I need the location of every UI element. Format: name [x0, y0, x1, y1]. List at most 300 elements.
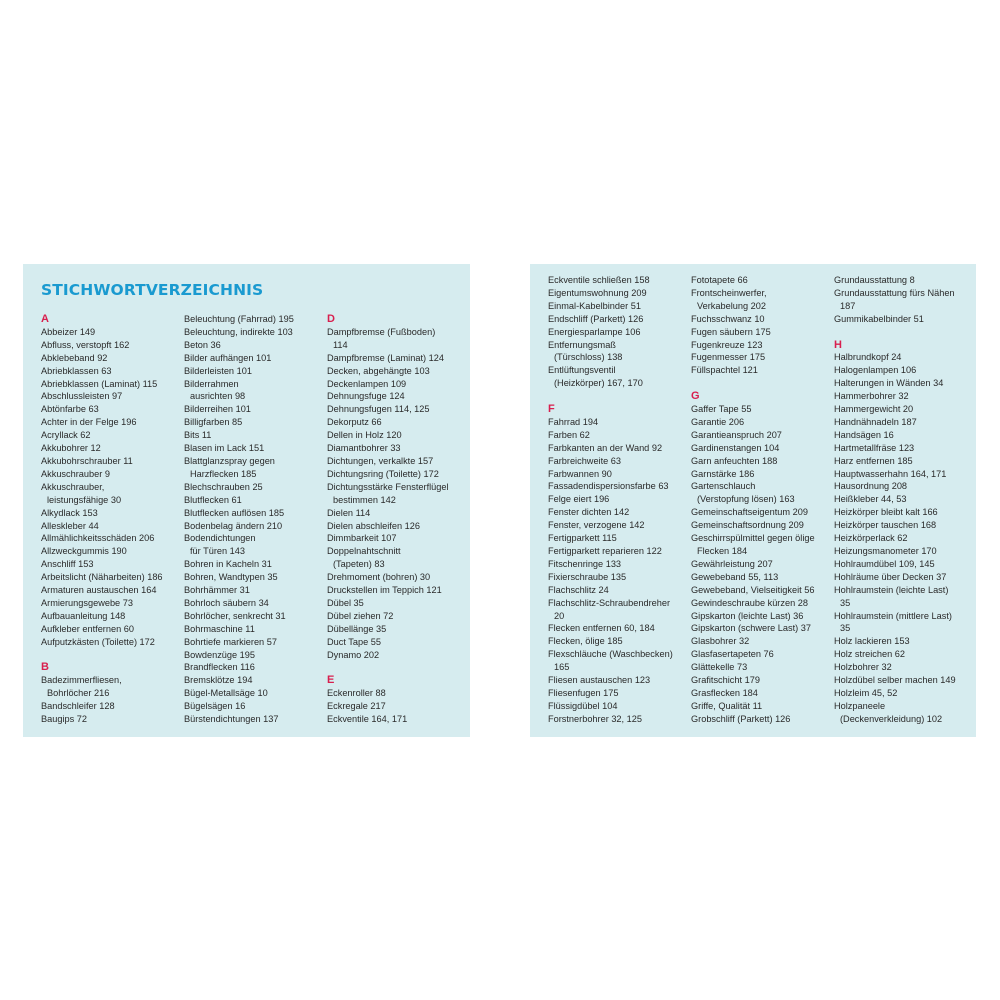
index-entry: [327, 378, 465, 391]
index-entry: [327, 649, 465, 662]
index-entry: [184, 636, 322, 649]
index-column: [41, 313, 179, 726]
index-entry-text: Flexschläuche (Waschbecken): [548, 649, 673, 660]
index-entry: [691, 622, 829, 635]
index-entry-text: Harz entfernen 185: [834, 455, 913, 466]
index-entry: [548, 300, 686, 313]
index-entry: [327, 545, 465, 571]
index-entry-text: Glasbohrer 32: [691, 636, 750, 647]
section-gap: [41, 649, 179, 662]
index-entry-text: Garantie 206: [691, 416, 745, 427]
index-entry-text: Druckstellen im Teppich 121: [327, 585, 442, 596]
index-entry: [184, 700, 322, 713]
index-entry-text: Forstnerbohrer 32, 125: [548, 713, 642, 724]
section-letter: B: [41, 661, 49, 674]
index-entry-continuation: 20: [554, 610, 565, 621]
index-entry-text: Dielen 114: [327, 507, 371, 518]
index-entry: [834, 571, 972, 584]
index-entry: [327, 636, 465, 649]
index-entry: [691, 339, 829, 352]
section-letter: A: [41, 313, 49, 325]
index-entry: [184, 416, 322, 429]
index-column: [327, 313, 465, 726]
index-entry-continuation: 35: [840, 597, 851, 608]
index-entry: [41, 455, 179, 468]
index-entry: [41, 326, 179, 339]
index-entry-text: Gipskarton (leichte Last) 36: [691, 610, 804, 621]
index-entry-text: Flachschlitz-Schraubendreher: [548, 597, 671, 608]
section-gap: [691, 377, 829, 390]
index-entry-text: Beton 36: [184, 339, 221, 350]
index-entry: [41, 390, 179, 403]
index-entry: [834, 364, 972, 377]
index-entry: [834, 313, 972, 326]
index-entry: [548, 313, 686, 326]
index-entry-text: Bandschleifer 128: [41, 701, 115, 712]
index-entry: [548, 326, 686, 339]
index-entry-text: Frontscheinwerfer,: [691, 287, 767, 298]
index-entry-text: Acryllack 62: [41, 430, 91, 441]
index-entry: [691, 532, 829, 558]
index-entry-text: Diamantbohrer 33: [327, 443, 401, 454]
index-entry-text: Billigfarben 85: [184, 417, 243, 428]
index-entry: [691, 610, 829, 623]
index-column: [184, 313, 322, 726]
index-entry: [691, 351, 829, 364]
index-entry: [691, 597, 829, 610]
index-entry: [548, 687, 686, 700]
index-entry: [41, 623, 179, 636]
index-entry-text: Flecken, ölige 185: [548, 636, 623, 647]
index-entry: [834, 558, 972, 571]
index-entry-continuation: (Türschloss) 138: [554, 352, 623, 363]
index-entry: [691, 506, 829, 519]
index-entry-text: Achter in der Felge 196: [41, 417, 137, 428]
index-entry-text: Anschliff 153: [41, 559, 94, 570]
index-entry: [548, 597, 686, 623]
index-entry: [184, 610, 322, 623]
index-entry-text: Endschliff (Parkett) 126: [548, 313, 644, 324]
index-entry-text: Fassadendispersionsfarbe 63: [548, 481, 669, 492]
index-entry: [834, 390, 972, 403]
index-entry-continuation: 187: [840, 300, 856, 311]
index-entry: [41, 713, 179, 726]
index-entry-text: Eckventile schließen 158: [548, 275, 650, 285]
index-entry-text: Hausordnung 208: [834, 481, 908, 492]
index-entry-text: Bodendichtungen: [184, 533, 256, 544]
index-entry-text: Fenster, verzogene 142: [548, 520, 645, 531]
index-entry: [834, 674, 972, 687]
index-entry-text: Dichtungsring (Toilette) 172: [327, 468, 439, 479]
index-entry-text: Dielen abschleifen 126: [327, 520, 420, 531]
index-entry: [184, 326, 322, 339]
index-entry-text: Decken, abgehängte 103: [327, 365, 430, 376]
index-entry-text: Farbwannen 90: [548, 468, 612, 479]
index-entry: [184, 713, 322, 726]
index-entry: [548, 468, 686, 481]
index-entry: [41, 365, 179, 378]
index-entry-text: Akkubohrer 12: [41, 443, 101, 454]
index-entry-text: Brandflecken 116: [184, 662, 255, 673]
index-entry-text: Griffe, Qualität 11: [691, 700, 763, 711]
index-entry: [548, 416, 686, 429]
index-entry-text: Dynamo 202: [327, 649, 380, 660]
index-entry: [184, 365, 322, 378]
index-entry-text: Handnähnadeln 187: [834, 416, 917, 427]
index-entry-text: Alleskleber 44: [41, 520, 99, 531]
index-entry: [41, 520, 179, 533]
index-entry-text: Heizkörperlack 62: [834, 533, 908, 544]
index-entry: [548, 545, 686, 558]
index-entry: [41, 507, 179, 520]
index-entry: [834, 687, 972, 700]
index-entry: [327, 584, 465, 597]
index-entry: [834, 584, 972, 610]
index-entry: [41, 481, 179, 507]
index-entry-text: Bügelsägen 16: [184, 701, 246, 712]
section-letter: F: [548, 403, 555, 416]
index-entry: [548, 635, 686, 648]
index-entry: [41, 700, 179, 713]
index-entry: [327, 442, 465, 455]
index-entry: [691, 687, 829, 700]
index-entry: [184, 520, 322, 533]
index-entry-text: Gardinenstangen 104: [691, 442, 780, 453]
index-entry-text: Flecken entfernen 60, 184: [548, 623, 655, 634]
index-entry-text: Akkuschrauber,: [41, 481, 105, 492]
index-entry: [548, 584, 686, 597]
index-entry: [834, 519, 972, 532]
index-entry: [327, 468, 465, 481]
index-entry-text: Blutflecken auflösen 185: [184, 507, 285, 518]
index-entry-text: Heizkörper bleibt kalt 166: [834, 507, 938, 518]
index-entry: [834, 480, 972, 493]
index-entry: [834, 429, 972, 442]
index-entry-text: Gipskarton (schwere Last) 37: [691, 623, 811, 634]
index-entry: [548, 700, 686, 713]
index-entry-text: Fliesenfugen 175: [548, 687, 619, 698]
index-entry-text: Gewährleistung 207: [691, 558, 773, 569]
index-entry: [548, 493, 686, 506]
index-entry: [184, 558, 322, 571]
index-entry-text: Fitschenringe 133: [548, 558, 622, 569]
index-entry-text: Flachschlitz 24: [548, 584, 609, 595]
index-entry: [691, 429, 829, 442]
index-entry: [184, 584, 322, 597]
index-entry-text: Entfernungsmaß: [548, 339, 616, 350]
index-entry: [548, 674, 686, 687]
index-entry: [184, 532, 322, 558]
index-entry-text: Dampfbremse (Laminat) 124: [327, 352, 444, 363]
index-entry-text: Abriebklassen (Laminat) 115: [41, 378, 158, 389]
index-entry-text: Heizungsmanometer 170: [834, 546, 937, 557]
index-entry: [548, 622, 686, 635]
index-entry-continuation: (Deckenverkleidung) 102: [840, 713, 943, 724]
index-entry-text: Geschirrspülmittel gegen ölige: [691, 533, 815, 544]
index-entry: [691, 558, 829, 571]
index-entry: [184, 597, 322, 610]
index-entry-continuation: Verkabelung 202: [697, 300, 766, 311]
index-entry: [691, 403, 829, 416]
index-entry-text: Beleuchtung (Fahrrad) 195: [184, 314, 294, 324]
index-entry-text: Blutflecken 61: [184, 494, 242, 505]
index-entry-continuation: ausrichten 98: [190, 391, 246, 402]
index-entry-text: Glasfasertapeten 76: [691, 649, 774, 660]
index-entry: [184, 403, 322, 416]
index-entry: [41, 636, 179, 649]
index-entry: [691, 635, 829, 648]
index-entry: [834, 377, 972, 390]
index-entry-continuation: Bohrlöcher 216: [47, 688, 110, 699]
index-entry-text: Heißkleber 44, 53: [834, 494, 907, 505]
section-gap: [327, 661, 465, 674]
index-entry-text: Bohren in Kacheln 31: [184, 559, 272, 570]
index-column: [691, 274, 829, 726]
index-entry: [548, 713, 686, 726]
index-entry-text: Deckenlampen 109: [327, 378, 407, 389]
index-entry-text: Fertigparkett reparieren 122: [548, 546, 662, 557]
index-entry: [691, 713, 829, 726]
index-entry: [548, 429, 686, 442]
index-entry-text: Dichtungen, verkalkte 157: [327, 455, 434, 466]
index-entry: [834, 506, 972, 519]
index-entry-text: Doppelnahtschnitt: [327, 546, 401, 557]
index-entry: [41, 403, 179, 416]
index-entry: [834, 661, 972, 674]
index-entry: [691, 480, 829, 506]
section-letter: G: [691, 390, 700, 403]
index-entry-text: Eckventile 164, 171: [327, 714, 408, 725]
index-entry: [834, 468, 972, 481]
section-letter: D: [327, 313, 335, 325]
index-entry: [184, 378, 322, 404]
index-entry-continuation: für Türen 143: [190, 546, 245, 557]
index-entry: [327, 390, 465, 403]
index-entry: [548, 506, 686, 519]
index-entry-text: Bürstendichtungen 137: [184, 714, 279, 725]
index-entry: [41, 584, 179, 597]
index-entry: [834, 648, 972, 661]
index-entry-text: Halogenlampen 106: [834, 365, 917, 376]
index-entry: [184, 339, 322, 352]
index-entry: [327, 507, 465, 520]
index-entry-text: Bügel-Metallsäge 10: [184, 688, 268, 699]
index-entry-continuation: (Tapeten) 83: [333, 559, 385, 570]
index-entry-continuation: (Heizkörper) 167, 170: [554, 378, 643, 389]
index-entry: [184, 571, 322, 584]
index-entry-text: Energiesparlampe 106: [548, 326, 641, 337]
index-entry-text: Allzweckgummis 190: [41, 546, 127, 557]
index-entry-text: Abfluss, verstopft 162: [41, 339, 130, 350]
index-entry-text: Abschlussleisten 97: [41, 391, 123, 402]
index-entry-text: Baugips 72: [41, 714, 87, 725]
index-entry: [548, 287, 686, 300]
index-entry: [834, 416, 972, 429]
index-entry: [327, 429, 465, 442]
index-entry-text: Akkubohrschrauber 11: [41, 455, 133, 466]
index-entry-text: Bilderleisten 101: [184, 365, 252, 376]
index-entry: [691, 455, 829, 468]
index-entry-text: Abbeizer 149: [41, 326, 96, 337]
index-entry: [691, 287, 829, 313]
index-entry-text: Halbrundkopf 24: [834, 352, 902, 363]
index-entry-text: Armaturen austauschen 164: [41, 585, 157, 596]
index-entry: [548, 480, 686, 493]
index-entry: [834, 635, 972, 648]
index-entry: [548, 519, 686, 532]
index-entry-continuation: (Verstopfung lösen) 163: [697, 494, 795, 505]
index-entry-text: Abklebeband 92: [41, 352, 108, 363]
index-entry-text: Dellen in Holz 120: [327, 430, 402, 441]
index-entry-text: Aufputzkästen (Toilette) 172: [41, 636, 155, 647]
index-entry: [834, 403, 972, 416]
index-entry-text: Garantieanspruch 207: [691, 429, 782, 440]
index-entry-text: Fliesen austauschen 123: [548, 675, 651, 686]
index-entry-text: Fahrrad 194: [548, 416, 599, 427]
index-entry-continuation: Harzflecken 185: [190, 468, 257, 479]
index-entry: [184, 661, 322, 674]
index-entry-text: Holzdübel selber machen 149: [834, 675, 956, 686]
index-entry-text: Grasflecken 184: [691, 687, 758, 698]
index-entry: [327, 610, 465, 623]
index-entry: [184, 313, 322, 326]
index-entry: [41, 352, 179, 365]
index-entry-text: Akkuschrauber 9: [41, 468, 110, 479]
index-entry: [834, 610, 972, 636]
index-entry-text: Abtönfarbe 63: [41, 404, 99, 415]
index-entry: [41, 339, 179, 352]
index-entry: [184, 481, 322, 494]
index-entry: [548, 532, 686, 545]
index-entry-text: Garnstärke 186: [691, 468, 755, 479]
index-entry: [691, 364, 829, 377]
index-entry-text: Dübel 35: [327, 597, 364, 608]
index-entry-text: Fuchsschwanz 10: [691, 313, 765, 324]
index-entry-text: Bilderreihen 101: [184, 404, 251, 415]
index-entry: [184, 649, 322, 662]
index-entry: [327, 403, 465, 416]
index-entry: [327, 365, 465, 378]
index-entry-text: Einmal-Kabelbinder 51: [548, 300, 641, 311]
index-entry: [548, 455, 686, 468]
index-entry: [327, 623, 465, 636]
index-entry: [834, 545, 972, 558]
section-letter: E: [327, 674, 335, 687]
index-entry-text: Felge eiert 196: [548, 494, 610, 505]
index-entry: [548, 558, 686, 571]
index-entry-text: Holzpaneele: [834, 700, 886, 711]
index-entry-text: Fertigparkett 115: [548, 533, 617, 544]
index-entry-text: Farben 62: [548, 429, 590, 440]
index-entry: [691, 519, 829, 532]
index-entry-continuation: leistungsfähige 30: [47, 494, 122, 505]
index-entry-continuation: 165: [554, 662, 570, 673]
index-entry-text: Bohrmaschine 11: [184, 623, 255, 634]
index-entry: [327, 532, 465, 545]
index-entry: [327, 481, 465, 507]
index-entry: [691, 416, 829, 429]
index-entry-text: Grundausstattung 8: [834, 275, 915, 285]
index-entry-text: Gewebeband 55, 113: [691, 571, 779, 582]
index-entry: [834, 287, 972, 313]
index-entry: [41, 532, 179, 545]
index-entry-text: Grobschliff (Parkett) 126: [691, 713, 791, 724]
index-entry: [327, 713, 465, 726]
index-entry: [691, 313, 829, 326]
index-entry-text: Gartenschlauch: [691, 481, 756, 492]
index-column: [548, 274, 686, 726]
index-entry-text: Drehmoment (bohren) 30: [327, 572, 431, 583]
index-entry-text: Bilder aufhängen 101: [184, 352, 272, 363]
index-entry-text: Hohlräume über Decken 37: [834, 571, 947, 582]
index-entry: [184, 352, 322, 365]
index-entry: [184, 623, 322, 636]
index-entry: [691, 700, 829, 713]
index-entry-text: Handsägen 16: [834, 429, 894, 440]
index-entry-text: Bohren, Wandtypen 35: [184, 572, 278, 583]
index-entry: [184, 429, 322, 442]
index-entry-text: Abriebklassen 63: [41, 365, 112, 376]
index-entry-text: Aufkleber entfernen 60: [41, 623, 134, 634]
index-entry: [41, 674, 179, 700]
index-entry: [691, 584, 829, 597]
index-entry: [184, 507, 322, 520]
index-entry: [834, 442, 972, 455]
index-entry-text: Eckenroller 88: [327, 688, 386, 699]
index-entry: [834, 493, 972, 506]
index-entry: [327, 352, 465, 365]
index-page-left: [23, 264, 470, 737]
index-entry-text: Bohrhämmer 31: [184, 585, 250, 596]
index-entry: [548, 274, 686, 287]
index-entry: [184, 674, 322, 687]
index-entry-text: Fenster dichten 142: [548, 507, 630, 518]
index-entry-text: Bremsklötze 194: [184, 675, 253, 686]
index-entry: [184, 442, 322, 455]
index-entry-text: Eigentumswohnung 209: [548, 287, 647, 298]
index-entry-text: Eckregale 217: [327, 701, 386, 712]
index-entry-text: Fugenkreuze 123: [691, 339, 763, 350]
index-entry-text: Flüssigdübel 104: [548, 700, 618, 711]
index-entry: [327, 687, 465, 700]
index-entry-continuation: bestimmen 142: [333, 494, 396, 505]
index-entry-text: Bohrlöcher, senkrecht 31: [184, 610, 286, 621]
index-entry-text: Dichtungsstärke Fensterflügel: [327, 481, 449, 492]
index-entry: [41, 571, 179, 584]
index-column: [834, 274, 972, 726]
index-entry-continuation: 114: [333, 339, 348, 350]
index-entry-text: Dehnungsfugen 114, 125: [327, 404, 430, 415]
index-entry-text: Heizkörper tauschen 168: [834, 520, 937, 531]
index-entry: [327, 597, 465, 610]
index-entry: [327, 520, 465, 533]
index-entry-text: Armierungsgewebe 73: [41, 597, 133, 608]
index-entry: [41, 442, 179, 455]
index-entry: [184, 494, 322, 507]
index-entry-text: Gummikabelbinder 51: [834, 313, 924, 324]
index-entry: [41, 416, 179, 429]
index-entry-text: Bodenbelag ändern 210: [184, 520, 283, 531]
index-entry-text: Badezimmerfliesen,: [41, 675, 122, 686]
index-entry: [327, 700, 465, 713]
index-entry-text: Grundausstattung fürs Nähen: [834, 287, 955, 298]
index-entry: [327, 571, 465, 584]
index-entry-text: Fototapete 66: [691, 275, 748, 285]
index-entry-text: Holzleim 45, 52: [834, 687, 898, 698]
index-entry: [41, 610, 179, 623]
index-entry-text: Bits 11: [184, 430, 212, 441]
index-entry-text: Entlüftungsventil: [548, 365, 616, 376]
